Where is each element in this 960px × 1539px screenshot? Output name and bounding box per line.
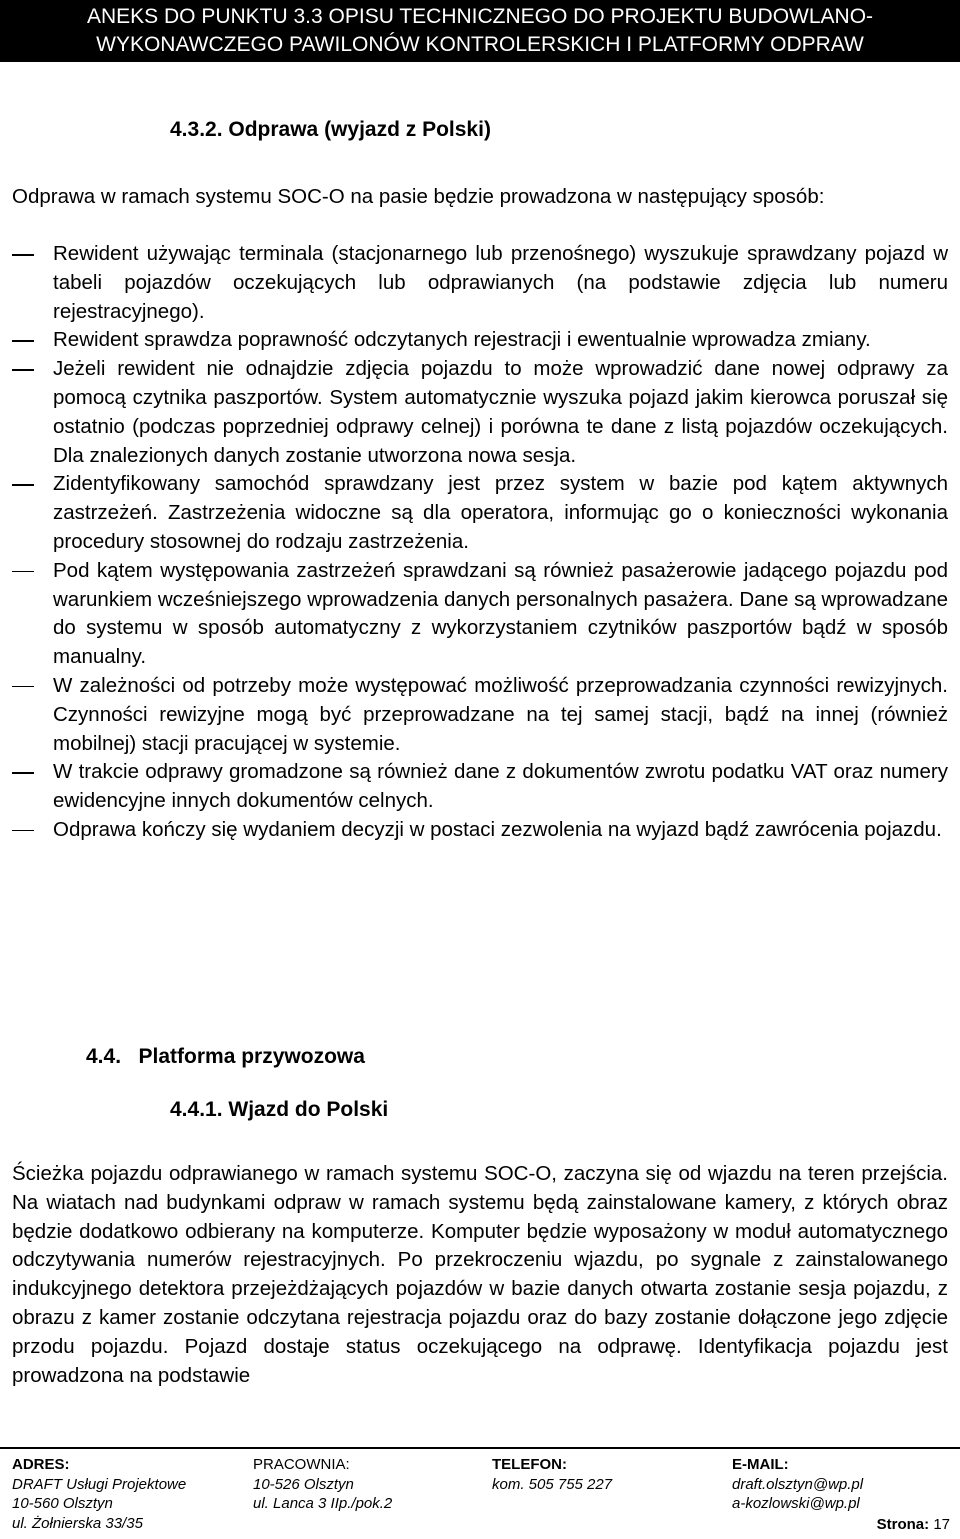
list-item-text: Pod kątem występowania zastrzeżeń sprawdzani są również pasażerowie jadącego pojazdu pod warunkiem wcześniejszego wprowadzenia danych personalnych pasażera. Dane są wprowadzane do systemu w sposób automatyczny z wykorzystaniem czytników paszportów bądź w sposób manualny. [53, 558, 948, 669]
section-heading-4-4: 4.4. Platforma przywozowa [86, 1045, 365, 1068]
footer-workshop-column [253, 1455, 392, 1514]
page-number [877, 1515, 950, 1535]
list-item [12, 758, 948, 816]
list-item [12, 355, 948, 470]
footer-address-line: 10-560 Olsztyn [12, 1495, 113, 1512]
dash-bullet-icon [12, 772, 34, 774]
footer-workshop-label: PRACOWNIA: [253, 1456, 350, 1473]
footer-address-column [12, 1455, 186, 1533]
header-line-2: WYKONAWCZEGO PAWILONÓW KONTROLERSKICH I PLATFORMY ODPRAW [96, 33, 864, 56]
section-heading-4-3-2: 4.3.2. Odprawa (wyjazd z Polski) [170, 118, 491, 141]
list-item [12, 326, 948, 355]
footer-email-link[interactable]: a-kozlowski@wp.pl [732, 1495, 860, 1512]
footer-phone-label: TELEFON: [492, 1456, 567, 1473]
footer-address-line: DRAFT Usługi Projektowe [12, 1475, 187, 1493]
list-item-text: W zależności od potrzeby może występować możliwość przeprowadzania czynności rewizyjnych. Czynności rewizyjne mogą być przeprowadzane na tej samej stacji, bądź na innej (również mobilnej) stacji pracującej w systemie. [53, 673, 948, 755]
list-item-text: W trakcie odprawy gromadzone są również dane z dokumentów zwrotu podatku VAT oraz numery ewidencyjne innych dokumentów celnych. [53, 760, 948, 813]
list-item [12, 240, 948, 326]
list-item-text: Odprawa kończy się wydaniem decyzji w postaci zezwolenia na wyjazd bądź zawrócenia pojazdu. [53, 817, 942, 841]
footer-address-line: ul. Żołnierska 33/35 [12, 1514, 143, 1532]
document-footer [0, 1447, 960, 1539]
dash-bullet-icon [12, 830, 34, 832]
page-number-value: 17 [933, 1516, 950, 1533]
footer-email-link[interactable]: draft.olsztyn@wp.pl [732, 1475, 864, 1493]
list-item-text: Zidentyfikowany samochód sprawdzany jest przez system w bazie pod kątem aktywnych zastrzeżeń. Zastrzeżenia widoczne są dla operatora, informując go o konieczności wykonania procedury stosownej do rodzaju zastrzeżenia. [53, 472, 948, 553]
footer-email-column [732, 1455, 863, 1514]
page-number-label: Strona: [876, 1516, 930, 1533]
document-header [0, 0, 960, 62]
list-item [12, 470, 948, 556]
header-line-1: ANEKS DO PUNKTU 3.3 OPISU TECHNICZNEGO DO PROJEKTU BUDOWLANO- [86, 5, 874, 28]
footer-workshop-line: 10-526 Olsztyn [253, 1475, 354, 1493]
list-item [12, 816, 948, 845]
dash-bullet-icon [12, 571, 34, 573]
list-item-text: Jeżeli rewident nie odnajdzie zdjęcia pojazdu to może wprowadzić dane nowej odprawy za pomocą czytnika paszportów. System automatycznie wyszuka pojazd jakim kierowca poruszał się ostatnio (podczas poprzedniej odprawy celnej) i porówna te dane z listą pojazdów oczekujących. Dla znalezionych danych zostanie utworzona nowa sesja. [53, 357, 948, 467]
footer-phone-column [492, 1455, 612, 1494]
footer-workshop-line: ul. Lanca 3 IIp./pok.2 [253, 1495, 393, 1512]
section-heading-4-4-1: 4.4.1. Wjazd do Polski [170, 1098, 389, 1121]
footer-email-label: E-MAIL: [732, 1456, 789, 1473]
list-item [12, 557, 948, 672]
intro-paragraph: Odprawa w ramach systemu SOC-O na pasie będzie prowadzona w następujący sposób: [12, 185, 825, 208]
footer-address-label: ADRES: [12, 1456, 70, 1473]
dash-bullet-icon [12, 686, 34, 688]
dash-bullet-icon [12, 254, 34, 256]
dash-bullet-icon [12, 484, 34, 486]
dash-bullet-icon [12, 340, 34, 342]
bullet-list [12, 240, 948, 845]
list-item-text: Rewident używając terminala (stacjonarnego lub przenośnego) wyszukuje sprawdzany pojazd w tabeli pojazdów oczekujących lub odprawianych (na podstawie zdjęcia lub numeru rejestracyjnego). [53, 242, 948, 323]
footer-phone-number: kom. 505 755 227 [492, 1475, 613, 1493]
section-paragraph: Ścieżka pojazdu odprawianego w ramach systemu SOC-O, zaczyna się od wjazdu na teren przejścia. Na wiatach nad budynkami odpraw w ramach systemu będą zainstalowane kamery, z których obraz będzie dodatkowo odbierany na komputerze. Komputer będzie wyposażony w moduł automatycznego odczytywania numerów rejestracyjnych. Po przekroczeniu wjazdu, po sygnale z zainstalowanego indukcyjnego detektora przejeżdżających pojazdów w bazie danych otwarta zostanie sesja pojazdu, z obrazu z kamer zostanie odczytana rejestracja pojazdu oraz do bazy zostanie dołączone jego zdjęcie przodu pojazdu. Pojazd dostaje status oczekującego na odprawę. Identyfikacja pojazdu jest prowadzona na podstawie [12, 1162, 948, 1387]
dash-bullet-icon [12, 369, 34, 371]
list-item [12, 672, 948, 758]
list-item-text: Rewident sprawdza poprawność odczytanych rejestracji i ewentualnie wprowadza zmiany. [53, 328, 871, 352]
